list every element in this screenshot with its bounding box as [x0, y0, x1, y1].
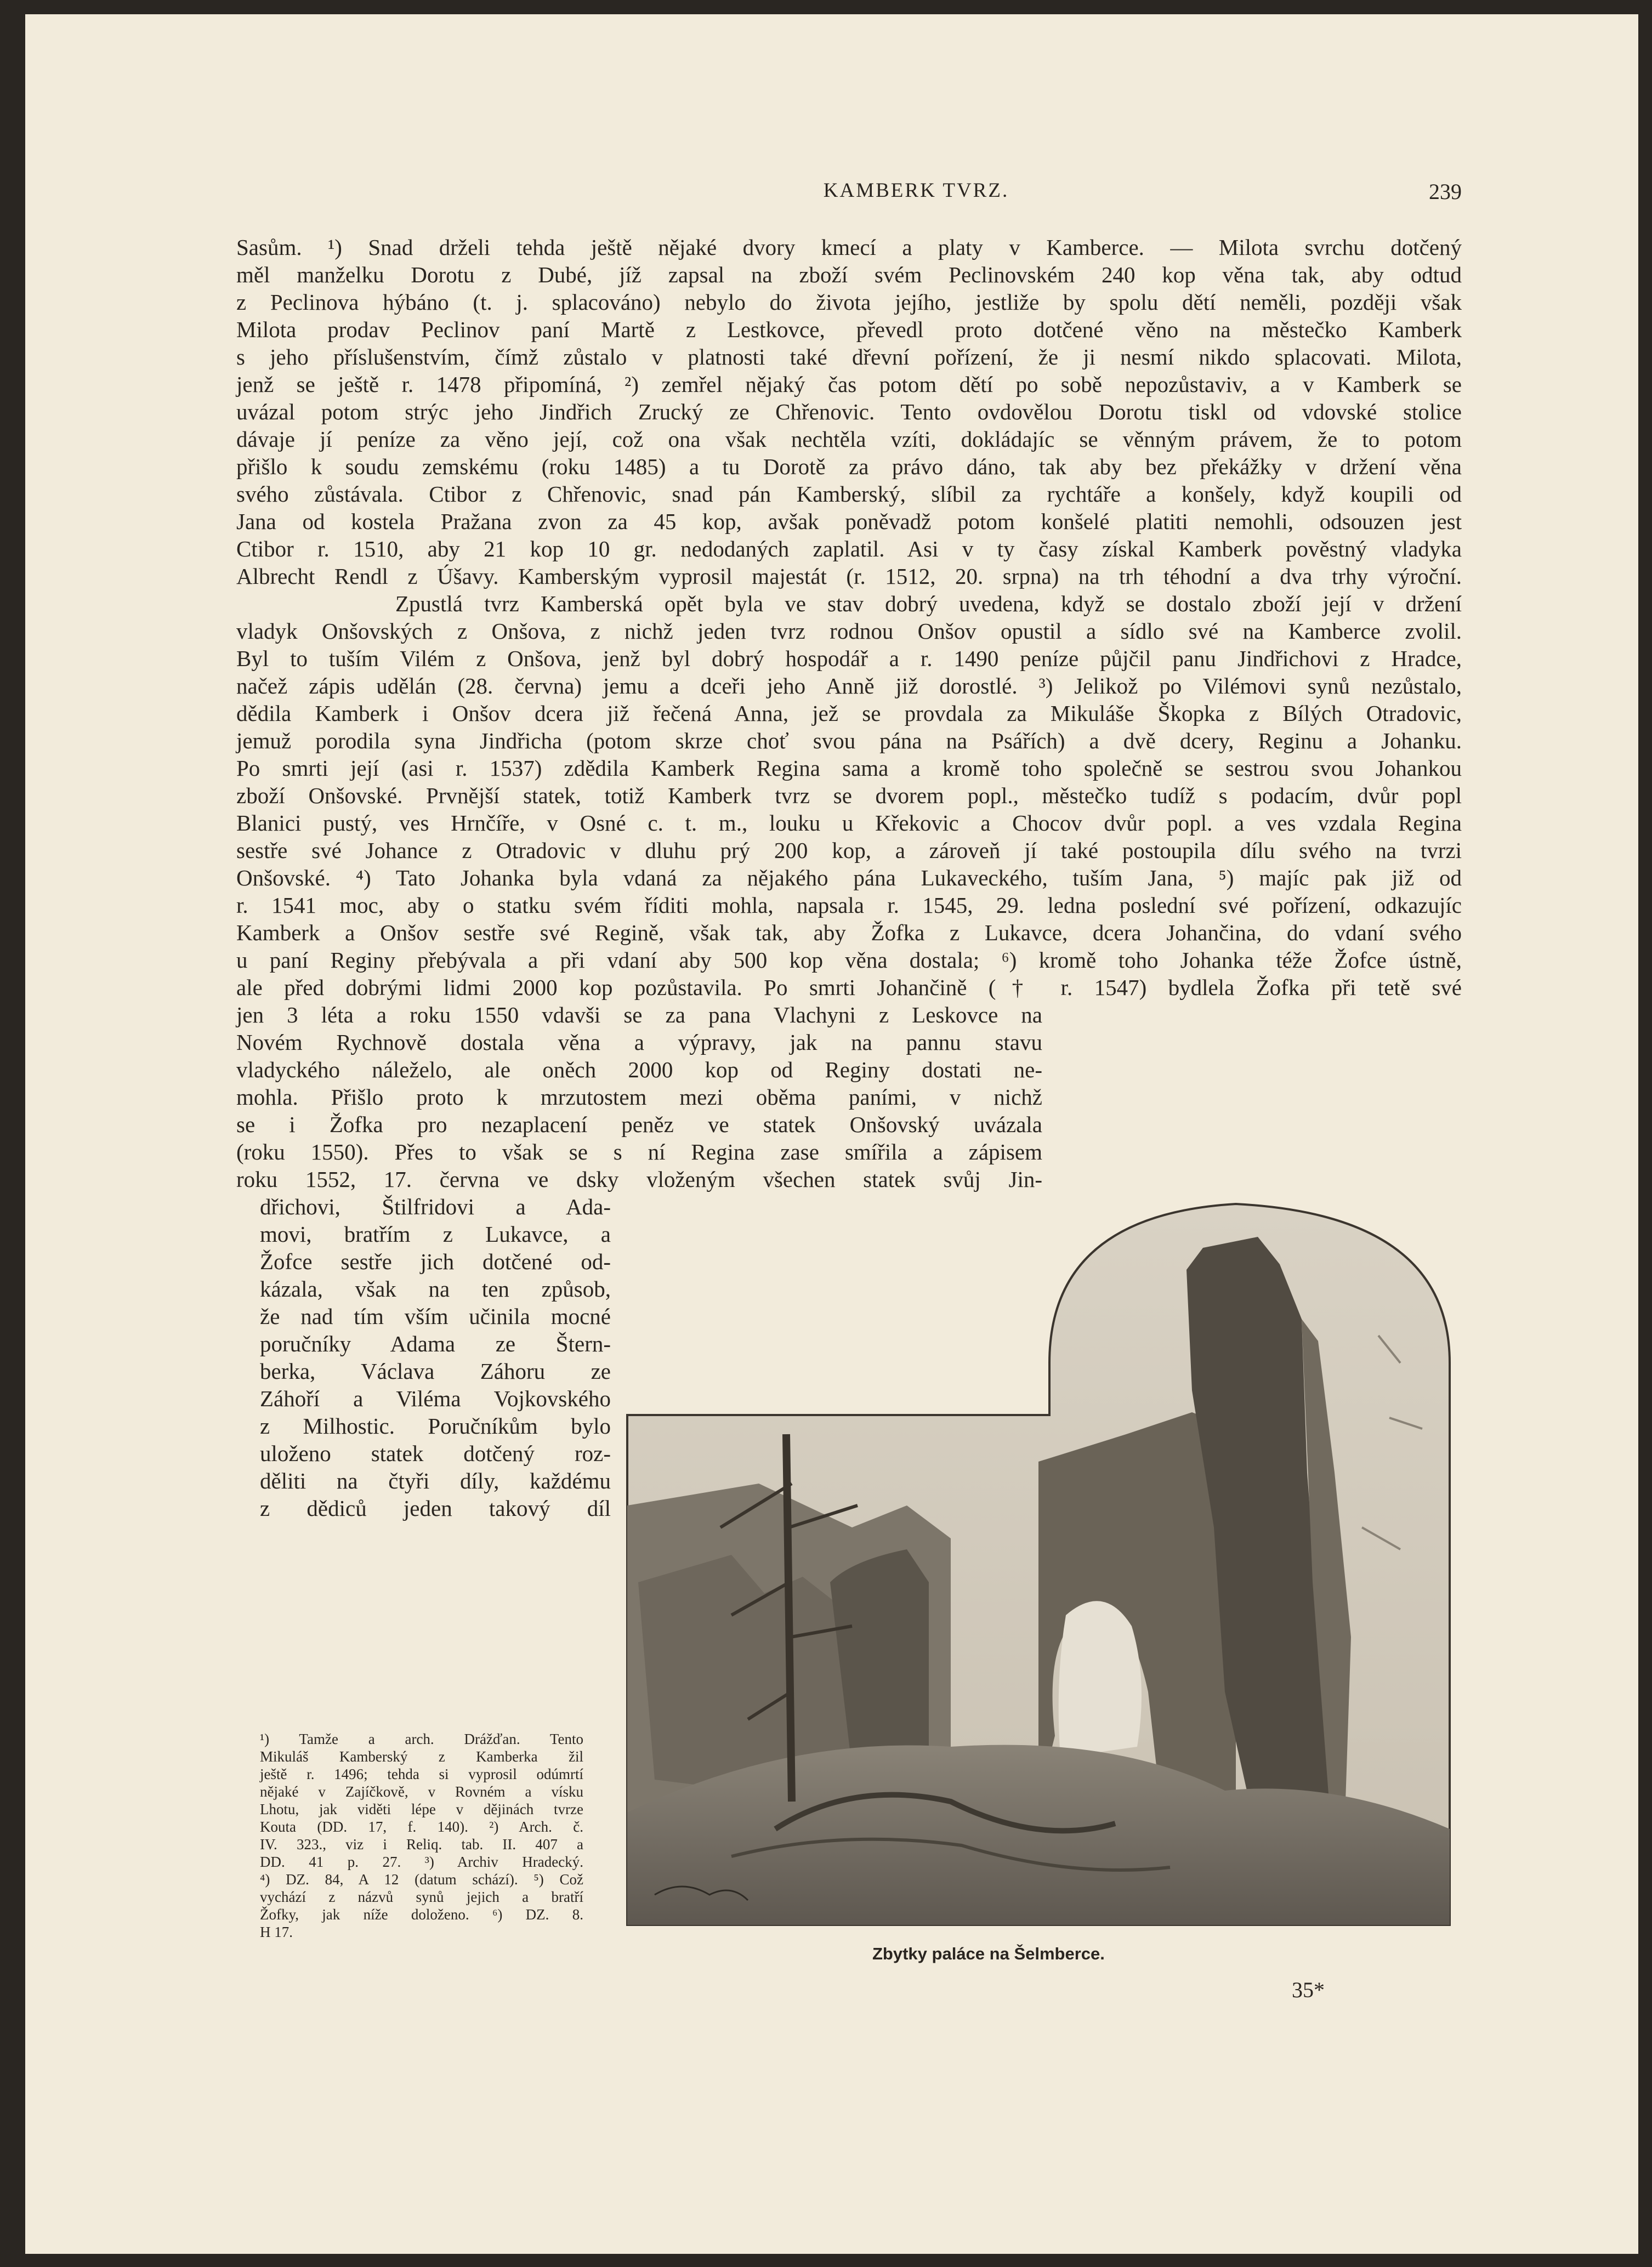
body-line: Po smrti její (asi r. 1537) zdědila Kamberk Regina sama a kromě toho společně se sestrou svou Johankou: [236, 755, 1462, 781]
page-number: 239: [1429, 179, 1462, 204]
footnote-line: vychází z názvů synů jejich a bratří: [260, 1889, 583, 1905]
footnote-line: nějaké v Zajíčkově, v Rovném a vísku: [260, 1783, 583, 1800]
column-line: kázala, však na ten způsob,: [260, 1276, 611, 1302]
body-line: Blanici pustý, ves Hrnčíře, v Osné c. t. m., louku u Křekovic a Chocov dvůr popl. a ves vzdala Regina: [236, 810, 1462, 836]
body-line: načež zápis udělán (28. června) jemu a dceři jeho Anně již dorostlé. ³) Jelikož po Vilémovi synů nezůstalo,: [236, 673, 1462, 698]
footnote-line: IV. 323., viz i Reliq. tab. II. 407 a: [260, 1836, 583, 1853]
column-line: berka, Václava Záhoru ze: [260, 1359, 611, 1384]
body-line: jenž se ještě r. 1478 připomíná, ²) zemřel nějaký čas potom dětí po sobě nepozůstaviv, a v Kamberk se: [236, 372, 1462, 397]
body-line: Zpustlá tvrz Kamberská opět byla ve stav dobrý uvedena, když se dostalo zboží její v držení: [395, 591, 1462, 616]
column-line: Žofce sestře jich dotčené od-: [260, 1249, 611, 1274]
column-line: z dědiců jeden takový díl: [260, 1496, 611, 1521]
body-line: (roku 1550). Přes to však se s ní Regina zase smířila a zápisem: [236, 1139, 1042, 1164]
body-line: z Peclinova hýbáno (t. j. splacováno) nebylo do života jejího, jestliže by spolu dětí neměli, později však: [236, 289, 1462, 315]
body-line: dědila Kamberk i Onšov dcera již řečená Anna, jež se provdala za Mikuláše Škopka z Bílých Otradovic,: [236, 701, 1462, 726]
column-line: dřichovi, Štilfridovi a Ada-: [260, 1194, 611, 1219]
body-line: Onšovské. ⁴) Tato Johanka byla vdaná za nějakého pána Lukaveckého, tuším Jana, ⁵) majíc pak již od: [236, 865, 1462, 890]
body-line: zboží Onšovské. Prvnější statek, totiž Kamberk tvrz se dvorem popl., městečko tudíž s podacím, dvůr popl: [236, 783, 1462, 808]
body-line: mohla. Přišlo proto k mrzutostem mezi oběma paními, v nichž: [236, 1084, 1042, 1110]
body-line: sestře své Johance z Otradovic v dluhu prý 200 kop, a zároveň jí také postoupila dílu svého na tvrzi: [236, 838, 1462, 863]
body-line: Byl to tuším Vilém z Onšova, jenž byl dobrý hospodář a r. 1490 peníze půjčil panu Jindřichovi z Hradce,: [236, 646, 1462, 671]
column-line: že nad tím vším učinila mocné: [260, 1304, 611, 1329]
column-line: uloženo statek dotčený roz-: [260, 1441, 611, 1466]
footnote-line: Žofky, jak níže doloženo. ⁶) DZ. 8.: [260, 1906, 583, 1923]
page: [25, 14, 1638, 2254]
body-line: jen 3 léta a roku 1550 vdavši se za pana Vlachyni z Leskovce na: [236, 1002, 1042, 1027]
body-line: u paní Reginy přebývala a při vdaní aby 500 kop věna dostala; ⁶) kromě toho Johanka téže Žofce ústně,: [236, 947, 1462, 973]
footnote-line: ¹) Tamže a arch. Drážďan. Tento: [260, 1731, 583, 1747]
body-line: r. 1541 moc, aby o statku svém říditi mohla, napsala r. 1545, 29. ledna poslední své pořízení, odkazujíc: [236, 893, 1462, 918]
body-line: Albrecht Rendl z Úšavy. Kamberským vyprosil majestát (r. 1512, 20. srpna) na trh téhodní a dva trhy výroční.: [236, 564, 1462, 589]
running-header: KAMBERK TVRZ.: [823, 179, 1009, 202]
body-line: ale před dobrými lidmi 2000 kop pozůstavila. Po smrti Johančině († r. 1547) bydlela Žofka při tetě své: [236, 975, 1462, 1000]
column-line: Záhoří a Viléma Vojkovského: [260, 1386, 611, 1411]
body-line: dávaje jí peníze za věno její, což ona však nechtěla vzíti, dokládajíc se věnným právem, že to potom: [236, 427, 1462, 452]
footnote-line: H 17.: [260, 1924, 293, 1940]
body-line: Milota prodav Peclinov paní Martě z Lestkovce, převedl proto dotčené věno na městečko Kamberk: [236, 317, 1462, 342]
column-line: movi, bratřím z Lukavce, a: [260, 1221, 611, 1247]
body-line: roku 1552, 17. června ve dsky vloženým všechen statek svůj Jin-: [236, 1167, 1042, 1192]
body-line: přišlo k soudu zemskému (roku 1485) a tu Dorotě za právo dáno, tak aby bez překážky v držení věna: [236, 454, 1462, 479]
body-line: jemuž porodila syna Jindřicha (potom skrze choť svou pána na Psářích) a dvě dcery, Reginu a Johanku.: [236, 728, 1462, 753]
body-line: Kamberk a Onšov sestře své Regině, však tak, aby Žofka z Lukavce, dcera Johančina, do vdaní svého: [236, 920, 1462, 945]
ruin-illustration: [622, 1198, 1461, 1936]
body-line: vladyckého náleželo, ale oněch 2000 kop od Reginy dostati ne-: [236, 1057, 1042, 1082]
signature-mark: 35*: [1292, 1978, 1325, 2002]
body-line: se i Žofka pro nezaplacení peněz ve statek Onšovský uvázala: [236, 1112, 1042, 1137]
body-line: Sasům. ¹) Snad drželi tehda ještě nějaké dvory kmecí a platy v Kamberce. — Milota svrchu dotčený: [236, 235, 1462, 260]
footnote-line: DD. 41 p. 27. ³) Archiv Hradecký.: [260, 1854, 583, 1870]
figure-caption: Zbytky paláce na Šelmberce.: [872, 1944, 1105, 1963]
footnote-line: ⁴) DZ. 84, A 12 (datum schází). ⁵) Což: [260, 1871, 583, 1888]
body-line: Jana od kostela Pražana zvon za 45 kop, avšak poněvadž potom konšelé platiti nemohli, odsouzen jest: [236, 509, 1462, 534]
body-line: vladyk Onšovských z Onšova, z nichž jeden tvrz rodnou Onšov opustil a sídlo své na Kamberce zvolil.: [236, 618, 1462, 644]
body-line: Novém Rychnově dostala věna a výpravy, jak na pannu stavu: [236, 1030, 1042, 1055]
footnote-line: ještě r. 1496; tehda si vyprosil odúmrtí: [260, 1766, 583, 1782]
footnote-line: Kouta (DD. 17, f. 140). ²) Arch. č.: [260, 1819, 583, 1835]
column-line: z Milhostic. Poručníkům bylo: [260, 1413, 611, 1439]
body-line: svého zůstávala. Ctibor z Chřenovic, snad pán Kamberský, slíbil za rychtáře a konšely, když koupili od: [236, 481, 1462, 507]
body-line: Ctibor r. 1510, aby 21 kop 10 gr. nedodaných zaplatil. Asi v ty časy získal Kamberk pověstný vladyka: [236, 536, 1462, 561]
column-line: poručníky Adama ze Štern-: [260, 1331, 611, 1356]
body-line: měl manželku Dorotu z Dubé, jíž zapsal na zboží svém Peclinovském 240 kop věna tak, aby odtud: [236, 262, 1462, 287]
body-line: s jeho příslušenstvím, čímž zůstalo v platnosti také dřevní pořízení, že ji nesmí nikdo splacovati. Milota,: [236, 344, 1462, 370]
column-line: děliti na čtyři díly, každému: [260, 1468, 611, 1493]
footnote-line: Lhotu, jak viděti lépe v dějinách tvrze: [260, 1801, 583, 1817]
footnote-line: Mikuláš Kamberský z Kamberka žil: [260, 1748, 583, 1765]
body-line: uvázal potom strýc jeho Jindřich Zrucký ze Chřenovic. Tento ovdovělou Dorotu tiskl od vdovské stolice: [236, 399, 1462, 424]
